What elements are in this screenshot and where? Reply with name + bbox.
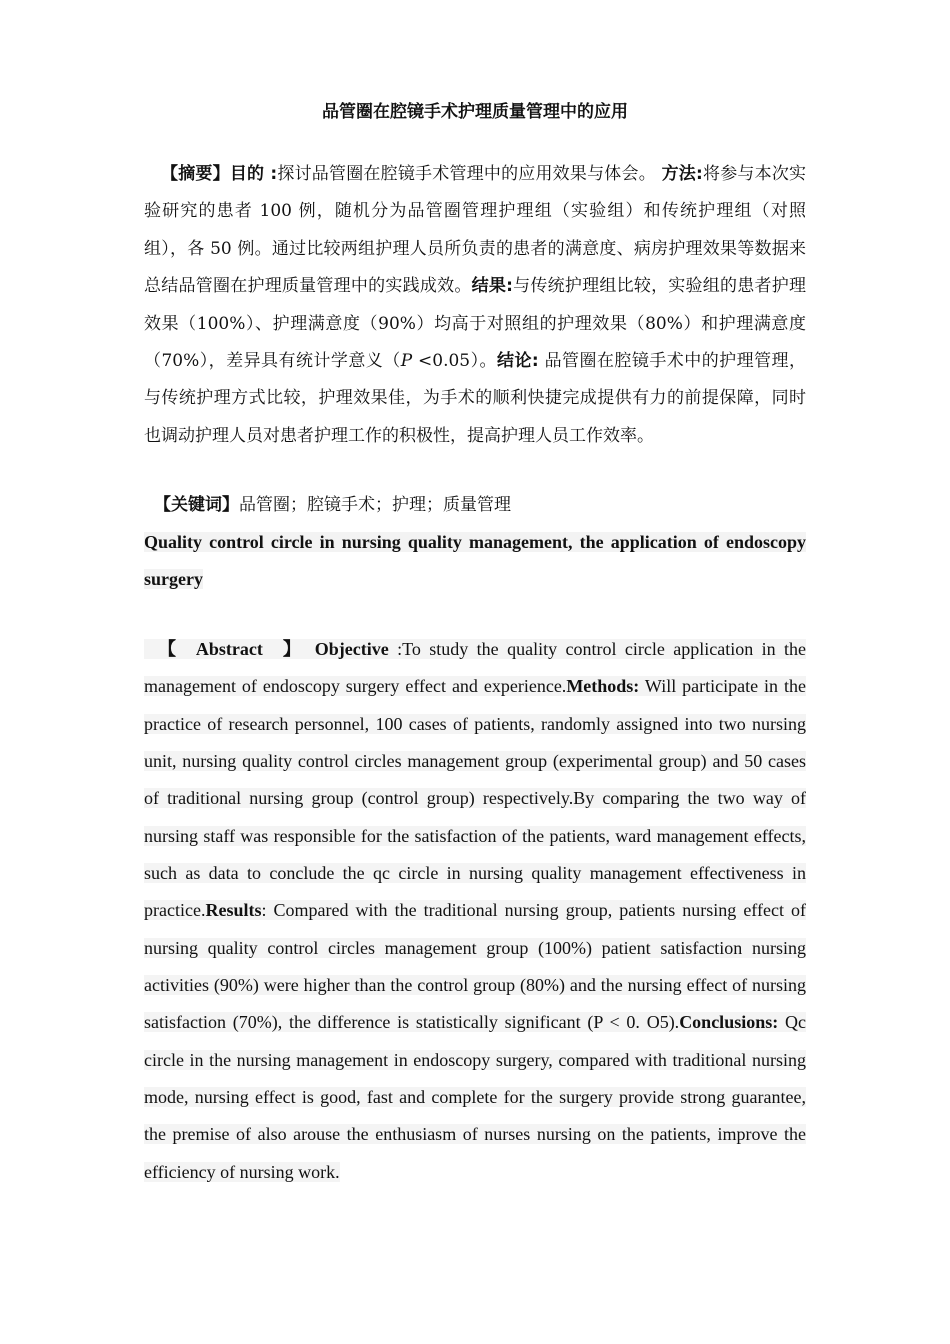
abstract-close-bracket: 】 <box>278 639 305 659</box>
abstract-label: Abstract <box>195 639 263 659</box>
abstract-results-text: 与传统护理组比较，实验组的患者护理效果（100%）、护理满意度（90%）均高于对照组的护理效果（80%）和护理满意度（70%），差异具有统计学意义（ <box>144 276 807 372</box>
english-title-text: Quality control circle in nursing quality management, the application of endoscopy surgery <box>144 532 806 590</box>
conclusions-text: Qc circle in the nursing management in endoscopy surgery, compared with traditional nursing mode, nursing effect is good, fast and complete for the surgery provide strong guarantee, the premise of also arouse the enthusiasm of nurses nursing on the patients, improve the efficiency of nursing work. <box>144 1012 806 1182</box>
abstract-objective-text: 探讨品管圈在腔镜手术管理中的应用效果与体会。 <box>277 164 656 184</box>
abstract-methods-label: 方法: <box>661 164 703 184</box>
chinese-abstract <box>144 156 806 455</box>
abstract-open-bracket: 【 <box>158 639 180 659</box>
objective-label: Objective <box>314 639 389 659</box>
english-title <box>144 524 806 599</box>
keywords-text: 品管圈；腔镜手术；护理；质量管理 <box>239 495 511 515</box>
methods-text: Will participate in the practice of research personnel, 100 cases of patients, randomly assigned into two nursing unit, nursing quality control circles management group (experimental group) and 50 cases of traditional nursing group (control group) respectively.By comparing the two way of nursing staff was responsible for the satisfaction of the patients, ward management effects, such as data to conclude the qc circle in nursing quality management effectiveness in practice. <box>144 676 806 921</box>
keywords <box>144 489 806 521</box>
paper-title: 品管圈在腔镜手术护理质量管理中的应用 <box>322 102 628 122</box>
english-abstract <box>144 631 806 1191</box>
abstract-results-label: 结果: <box>471 276 513 297</box>
abstract-conclusion-text: 品管圈在腔镜手术中的护理管理，与传统护理方式比较，护理效果佳，为手术的顺利快捷完成提供有力的前提保障，同时也调动护理人员对患者护理工作的积极性，提高护理人员工作效率。 <box>144 351 806 446</box>
abstract-methods-text: 将参与本次实验研究的患者 100 例，随机分为品管圈管理护理组（实验组）和传统护理组（对照组），各 50 例。通过比较两组护理人员所负责的患者的满意度、病房护理效果等数据来总结品管圈在护理质量管理中的实践成效。 <box>144 164 807 297</box>
abstract-objective-label: 【摘要】目的 : <box>161 164 278 184</box>
objective-text: :To study the quality control circle application in the management of endoscopy surgery effect and experience. <box>144 639 807 697</box>
abstract-p-symbol: P <box>400 351 413 372</box>
abstract-results-end: <0.05）。 <box>412 351 497 372</box>
results-label: Results <box>205 900 262 921</box>
keywords-label: 【关键词】 <box>154 495 239 515</box>
abstract-conclusion-label: 结论: <box>497 351 539 372</box>
results-text: : Compared with the traditional nursing group, patients nursing effect of nursing quality control circles management group (100%) patient satisfaction nursing activities (90%) were higher than the control group (80%) and the nursing effect of nursing satisfaction (70%), the difference is statistically significant (P < 0. O5). <box>144 900 806 1033</box>
conclusions-label: Conclusions: <box>679 1012 779 1033</box>
methods-label: Methods: <box>566 676 640 697</box>
